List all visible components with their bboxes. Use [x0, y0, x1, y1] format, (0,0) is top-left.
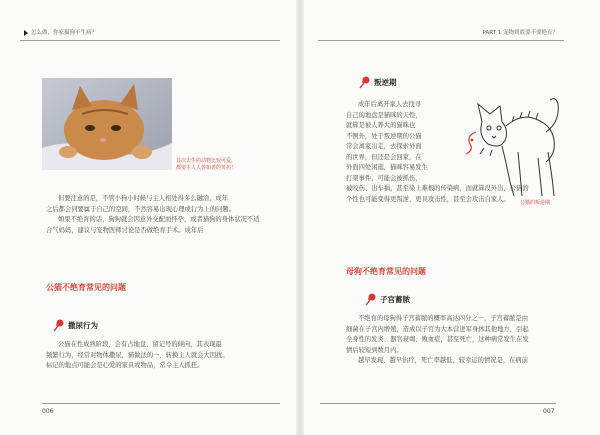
right-page — [300, 0, 600, 435]
intro-paragraph-left: 但要注意的是，不管小狗小时候与主人相处得多么融洽，成年 之后都会同要属于自己的空间，不然容易出现心理或行为上的问题。 如果不绝育的话，狗狗就会因意外交配而怀孕，或者猫狗的身体状况不适 合气妈妈，建议与宠物医师讨论是否做绝育手术。成年后 — [46, 195, 260, 234]
book-gutter — [296, 0, 304, 435]
subsection-title-left: 撒尿行为 — [68, 321, 98, 330]
subsection-title-pyometra: 子宫蓄脓 — [380, 295, 410, 304]
pushpin-icon — [358, 75, 372, 89]
page-number-left: 006 — [42, 408, 54, 415]
angry-cat-illustration — [462, 92, 562, 200]
pushpin-icon — [52, 318, 66, 332]
running-header-right: PART 1 宠物到底要不要绝育？ — [482, 30, 558, 36]
intro-paragraph-right-wide: 被咬伤、出车祸，甚至染上难根的传染病，而就算没外出，公猫的 个性也可能变得更叛逆、更具攻击性，甚至会攻击自家人。 — [346, 185, 529, 203]
section-title-right: 母狗不绝育常见的问题 — [346, 267, 426, 276]
kitten-photo — [42, 78, 172, 170]
footer-rule-left — [42, 403, 280, 404]
pushpin-icon — [364, 292, 378, 306]
intro-paragraph-right-narrow: 成年后离开家人去找寻 自己的地盘是猫咪的天性， 就算是被人养大的猫咪也 不例外，处于叛逆期的公猫 常会离家出走，去探索外面 的世界，但还是会回家，在 外面四处闲逛，猫咪容易发生 打架事件，可能会被抓伤、 — [346, 101, 428, 182]
footer-rule-right — [320, 403, 556, 404]
header-rule-left — [20, 40, 280, 41]
arrow-icon — [24, 30, 28, 36]
running-header-left: 怎么做，你家猫狗不生病？ — [24, 28, 97, 40]
body-paragraph-right: 不绝育的母狗得子宫蓄脓的概率高达四分之一，子宫蓄脓是由 细菌在子宫内增殖，造成以子宫为大本营进军身体其他地方，引起 全身性的发炎、器官衰竭、败血症，甚至死亡，这种病常发生在发 情后较短到数月内。 越早发现、越早治疗，死亡率越低，较幸运的情况是，在病前 — [346, 315, 529, 364]
header-rule-right — [318, 40, 564, 41]
page-number-right: 007 — [543, 408, 555, 415]
section-title-left: 公猫不绝育常见的问题 — [46, 283, 126, 292]
cat-caption: 公猫的叛逆期 — [520, 200, 551, 206]
photo-caption: 首次去生的动物比较可爱， 都要主人人善如善的负担！ — [176, 158, 237, 171]
body-paragraph-left: 公猫在性成熟阶段，会有占地盘、留记号的倾向，其表现最 频繁行为，经常对物体撒尿，猫做法的一，转换主人就会大因扰。 标记的地点可能会是心爱的家具或物品，常令主人抓狂。 — [46, 341, 229, 369]
subsection-title-rebellious: 叛逆期 — [374, 78, 397, 87]
